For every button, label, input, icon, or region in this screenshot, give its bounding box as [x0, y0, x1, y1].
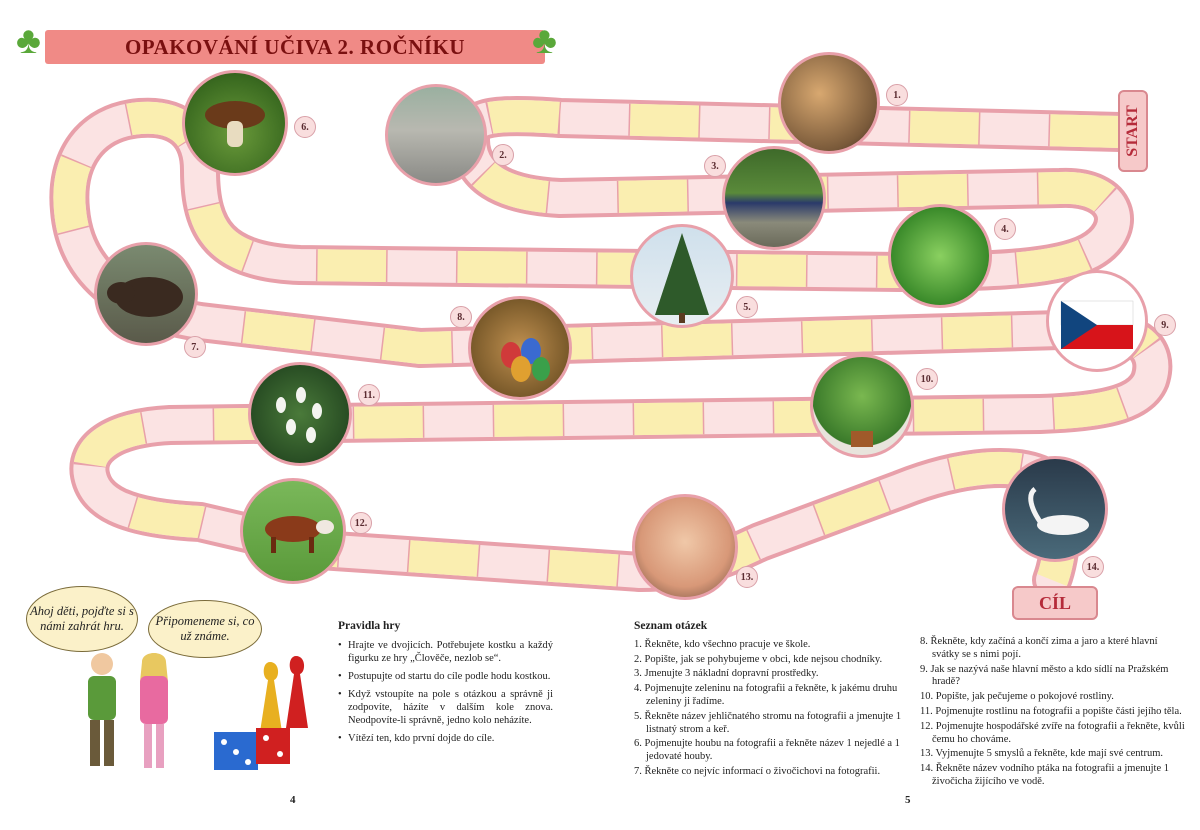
question-list-continued	[920, 636, 1185, 791]
field-number-10: 10.	[916, 368, 938, 390]
question-list	[634, 620, 909, 781]
question-item: 13. Vyjmenujte 5 smyslů a řekněte, kde mají své centrum.	[920, 748, 1164, 760]
rule-item: • Hrajte ve dvojicích. Potřebujete kostku a každý figurku ze hry „Člověče, nezlob se“.	[338, 639, 553, 665]
question-item: 4. Pojmenujte zeleninu na fotografii a řekněte, k jakému druhu zeleniny ji řadíme.	[634, 683, 898, 707]
start-field: START	[1118, 90, 1148, 172]
page-number-left: 4	[290, 794, 296, 806]
question-item: 11. Pojmenujte rostlinu na fotografii a popište části jejího těla.	[920, 705, 1182, 717]
question-item: 2. Popište, jak se pohybujeme v obci, kde nejsou chodníky.	[634, 653, 883, 665]
clover-icon: ♣	[16, 20, 41, 62]
photo-house-plant	[810, 354, 914, 458]
field-number-3: 3.	[704, 155, 726, 177]
field-number-6: 6.	[294, 116, 316, 138]
photo-freight-train	[722, 146, 826, 250]
field-number-12: 12.	[350, 512, 372, 534]
questions-heading: Seznam otázek	[634, 620, 708, 632]
photo-spruce-tree	[630, 224, 734, 328]
rules-heading: Pravidla hry	[338, 620, 401, 632]
question-item: 5. Řekněte název jehličnatého stromu na fotografii a jmenujte 1 listnatý strom a keř.	[634, 710, 902, 735]
rule-item: • Postupujte od startu do cíle podle hodu kostkou.	[338, 670, 553, 683]
field-number-11: 11.	[358, 384, 380, 406]
field-number-5: 5.	[736, 296, 758, 318]
photo-child-tasting	[632, 494, 738, 600]
speech-bubble-right: Připomeneme si, co už známe.	[148, 600, 262, 658]
photo-czech-flag	[1046, 270, 1148, 372]
question-item: 9. Jak se nazývá naše hlavní město a kdo sídlí na Pražském hradě?	[920, 663, 1169, 688]
photo-children-road	[385, 84, 487, 186]
page-number-right: 5	[905, 794, 911, 806]
rule-item: • Vítězí ten, kdo první dojde do cíle.	[338, 732, 553, 745]
question-item: 7. Řekněte co nejvíc informací o živočichovi na fotografii.	[634, 765, 881, 777]
clover-icon: ♣	[532, 20, 557, 62]
photo-snowdrops	[248, 362, 352, 466]
question-item: 1. Řekněte, kdo všechno pracuje ve škole.	[634, 638, 811, 650]
game-rules	[338, 620, 553, 750]
page-title: OPAKOVÁNÍ UČIVA 2. ROČNÍKU	[45, 30, 545, 64]
field-number-2: 2.	[492, 144, 514, 166]
field-number-9: 9.	[1154, 314, 1176, 336]
photo-classroom	[778, 52, 880, 154]
photo-mushroom	[182, 70, 288, 176]
field-number-7: 7.	[184, 336, 206, 358]
photo-easter-eggs	[468, 296, 572, 400]
rule-item: • Když vstoupíte na pole s otázkou a správně ji zodpovíte, házíte v dalším kole znova. Neodpovíte-li správně, jedno kolo neházíte.	[338, 688, 553, 727]
question-item: 10. Popište, jak pečujeme o pokojové rostliny.	[920, 691, 1114, 703]
finish-field: CÍL	[1012, 586, 1098, 620]
question-item: 6. Pojmenujte houbu na fotografii a řekněte název 1 nejedlé a 1 jedovaté houby.	[634, 738, 900, 763]
field-number-14: 14.	[1082, 556, 1104, 578]
speech-bubble-left: Ahoj děti, pojďte si s námi zahrát hru.	[26, 586, 138, 652]
question-item: 8. Řekněte, kdy začíná a končí zima a jaro a které hlavní svátky se s nimi pojí.	[920, 636, 1158, 660]
question-item: 14. Řekněte název vodního ptáka na fotografii a jmenujte 1 živočicha žijícího ve vodě.	[920, 763, 1170, 787]
field-number-4: 4.	[994, 218, 1016, 240]
question-item: 3. Jmenujte 3 nákladní dopravní prostředky.	[634, 668, 819, 680]
field-number-1: 1.	[886, 84, 908, 106]
field-number-8: 8.	[450, 306, 472, 328]
question-item: 12. Pojmenujte hospodářské zvíře na fotografii a řekněte, kvůli čemu ho chováme.	[920, 720, 1185, 745]
photo-wild-boar	[94, 242, 198, 346]
children-illustration	[70, 650, 190, 775]
photo-cow	[240, 478, 346, 584]
field-number-13: 13.	[736, 566, 758, 588]
dice-and-pawns-illustration	[206, 652, 326, 774]
photo-swan	[1002, 456, 1108, 562]
photo-lettuce	[888, 204, 992, 308]
